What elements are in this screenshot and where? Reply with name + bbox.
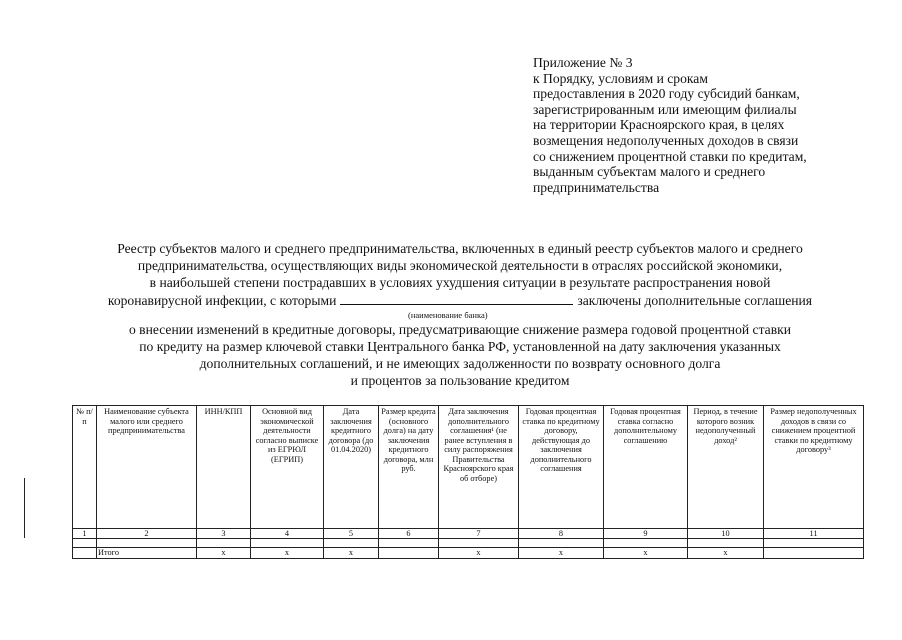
appendix-line: со снижением процентной ставки по кредитам, bbox=[533, 148, 807, 164]
total-label: Итого bbox=[97, 548, 197, 559]
header-cell: Годовая процентная ставка согласно дополнительному соглашению bbox=[604, 406, 688, 529]
header-cell: Дата заключения дополнительного соглашения¹ (не ранее вступления в силу распоряжения Правительства Красноярского края об отборе) bbox=[439, 406, 519, 529]
header-cell: № п/п bbox=[73, 406, 97, 529]
appendix-line: Приложение № 3 bbox=[533, 55, 633, 70]
table-cell[interactable] bbox=[439, 539, 519, 548]
column-number-row bbox=[73, 529, 864, 539]
table-cell[interactable] bbox=[324, 539, 379, 548]
appendix-line: выданным субъектам малого и среднего bbox=[533, 164, 766, 180]
bank-name-blank[interactable] bbox=[340, 293, 573, 305]
title-line: дополнительных соглашений, и не имеющих задолженности по возврату основного долга bbox=[199, 356, 721, 372]
total-cell: x bbox=[604, 548, 688, 559]
total-row bbox=[73, 548, 864, 559]
title-line-with-blank bbox=[60, 292, 860, 309]
column-number: 10 bbox=[688, 529, 764, 539]
total-cell: x bbox=[519, 548, 604, 559]
header-cell: Дата заключения кредитного договора (до 01.04.2020) bbox=[324, 406, 379, 529]
table-cell[interactable] bbox=[73, 539, 97, 548]
total-cell: x bbox=[688, 548, 764, 559]
table-header-row bbox=[73, 406, 864, 529]
register-table bbox=[72, 405, 864, 559]
title-line: по кредиту на размер ключевой ставки Центрального банка РФ, установленной на дату заключения указанных bbox=[139, 339, 781, 355]
appendix-line: возмещения недополученных доходов в связи bbox=[533, 132, 799, 148]
column-number: 8 bbox=[519, 529, 604, 539]
column-number: 4 bbox=[251, 529, 324, 539]
column-number: 3 bbox=[197, 529, 251, 539]
header-cell: Период, в течение которого возник недополученный доход² bbox=[688, 406, 764, 529]
column-number: 5 bbox=[324, 529, 379, 539]
table-cell[interactable] bbox=[251, 539, 324, 548]
title-line-before-blank: коронавирусной инфекции, с которыми bbox=[107, 292, 337, 308]
title-line-after-blank: заключены дополнительные соглашения bbox=[577, 292, 813, 308]
title-line: в наибольшей степени пострадавших в условиях ухудшения ситуации в результате распространения новой bbox=[149, 275, 771, 291]
total-cell: x bbox=[324, 548, 379, 559]
column-number: 11 bbox=[764, 529, 864, 539]
header-cell: Размер недополученных доходов в связи со снижением процентной ставки по кредитному договору³ bbox=[764, 406, 864, 529]
appendix-line: предпринимательства bbox=[533, 179, 660, 195]
title-line: Реестр субъектов малого и среднего предпринимательства, включенных в единый реестр субъектов малого и среднего bbox=[117, 241, 803, 256]
title-line: о внесении изменений в кредитные договоры, предусматривающие снижение размера годовой процентной ставки bbox=[128, 321, 792, 337]
table-cell[interactable] bbox=[604, 539, 688, 548]
total-cell: x bbox=[439, 548, 519, 559]
appendix-line: на территории Красноярского края, в целях bbox=[533, 117, 785, 133]
title-line: и процентов за пользование кредитом bbox=[350, 373, 570, 389]
total-cell: x bbox=[197, 548, 251, 559]
table-cell[interactable] bbox=[764, 539, 864, 548]
column-number: 6 bbox=[379, 529, 439, 539]
bank-name-caption: (наименование банка) bbox=[408, 310, 488, 320]
title-line: предпринимательства, осуществляющих виды экономической деятельности в отраслях российской экономики, bbox=[137, 258, 783, 274]
appendix-line: предоставления в 2020 году субсидий банкам, bbox=[533, 86, 800, 102]
table-cell[interactable] bbox=[197, 539, 251, 548]
total-cell bbox=[379, 548, 439, 559]
table-row bbox=[73, 539, 864, 548]
table-cell[interactable] bbox=[688, 539, 764, 548]
total-cell: x bbox=[251, 548, 324, 559]
header-cell: Размер кредита (основного долга) на дату заключения кредитного договора, млн руб. bbox=[379, 406, 439, 529]
appendix-line: зарегистрированным или имеющим филиалы bbox=[533, 101, 797, 117]
table-cell[interactable] bbox=[519, 539, 604, 548]
column-number: 7 bbox=[439, 529, 519, 539]
appendix-block bbox=[533, 55, 863, 195]
appendix-line: к Порядку, условиям и срокам bbox=[533, 70, 708, 86]
header-cell: ИНН/КПП bbox=[197, 406, 251, 529]
table-cell[interactable] bbox=[379, 539, 439, 548]
total-cell bbox=[764, 548, 864, 559]
header-cell: Наименование субъекта малого или среднего предпринимательства bbox=[97, 406, 197, 529]
column-number: 9 bbox=[604, 529, 688, 539]
column-number: 1 bbox=[73, 529, 97, 539]
total-cell bbox=[73, 548, 97, 559]
scan-edge-mark bbox=[24, 478, 25, 538]
column-number: 2 bbox=[97, 529, 197, 539]
header-cell: Годовая процентная ставка по кредитному договору, действующая до заключения дополнительного соглашения bbox=[519, 406, 604, 529]
table-cell[interactable] bbox=[97, 539, 197, 548]
header-cell: Основной вид экономической деятельности согласно выписке из ЕГРЮЛ (ЕГРИП) bbox=[251, 406, 324, 529]
